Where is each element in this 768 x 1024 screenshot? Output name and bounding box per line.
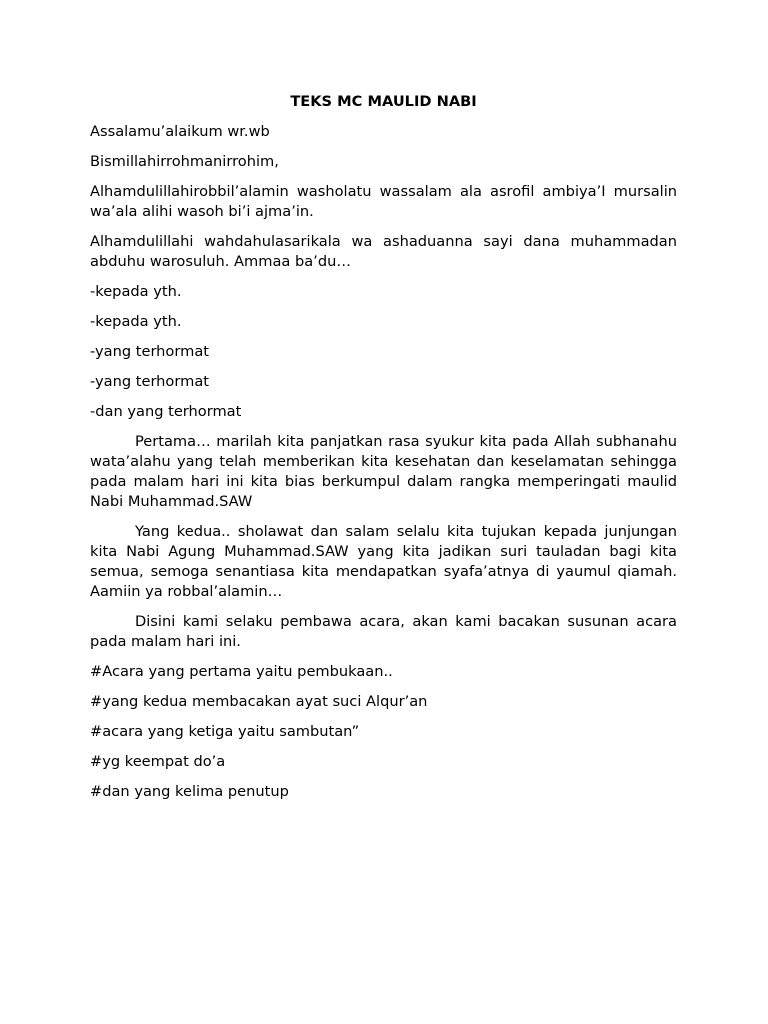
body-paragraph-1: Pertama… marilah kita panjatkan rasa syukur kita pada Allah subhanahu wata’alahu yang telah memberikan kita kesehatan dan keselamatan sehingga pada malam hari ini kita bias berkumpul dalam rangka memperingati maulid Nabi Muhammad.SAW [90,433,677,510]
address-line: -dan yang terhormat [90,403,242,420]
document-title: TEKS MC MAULID NABI [290,93,477,110]
agenda-item: #dan yang kelima penutup [90,783,289,800]
address-line: -kepada yth. [90,283,182,300]
agenda-item: #yg keempat do’a [90,753,226,770]
address-line: -yang terhormat [90,343,209,360]
opening-paragraph-1: Alhamdulillahirobbil’alamin washolatu wassalam ala asrofil ambiya’I mursalin wa’ala alihi wasoh bi’i ajma’in. [90,183,677,220]
address-line: -yang terhormat [90,373,209,390]
opening-paragraph-2: Alhamdulillahi wahdahulasarikala wa ashaduanna sayi dana muhammadan abduhu warosuluh. Ammaa ba’du… [90,233,677,270]
body-paragraph-3: Disini kami selaku pembawa acara, akan kami bacakan susunan acara pada malam hari ini. [90,613,677,650]
agenda-item: #yang kedua membacakan ayat suci Alqur’an [90,693,428,710]
greeting-line: Assalamu’alaikum wr.wb [90,123,270,140]
bismillah-line: Bismillahirrohmanirrohim, [90,153,279,170]
agenda-item: #Acara yang pertama yaitu pembukaan.. [90,663,393,680]
document-page [90,92,677,812]
body-paragraph-2: Yang kedua.. sholawat dan salam selalu kita tujukan kepada junjungan kita Nabi Agung Muhammad.SAW yang kita jadikan suri tauladan bagi kita semua, semoga senantiasa kita mendapatkan syafa’atnya di yaumul qiamah. Aamiin ya robbal’alamin… [90,523,677,600]
agenda-item: #acara yang ketiga yaitu sambutan” [90,723,360,740]
address-line: -kepada yth. [90,313,182,330]
